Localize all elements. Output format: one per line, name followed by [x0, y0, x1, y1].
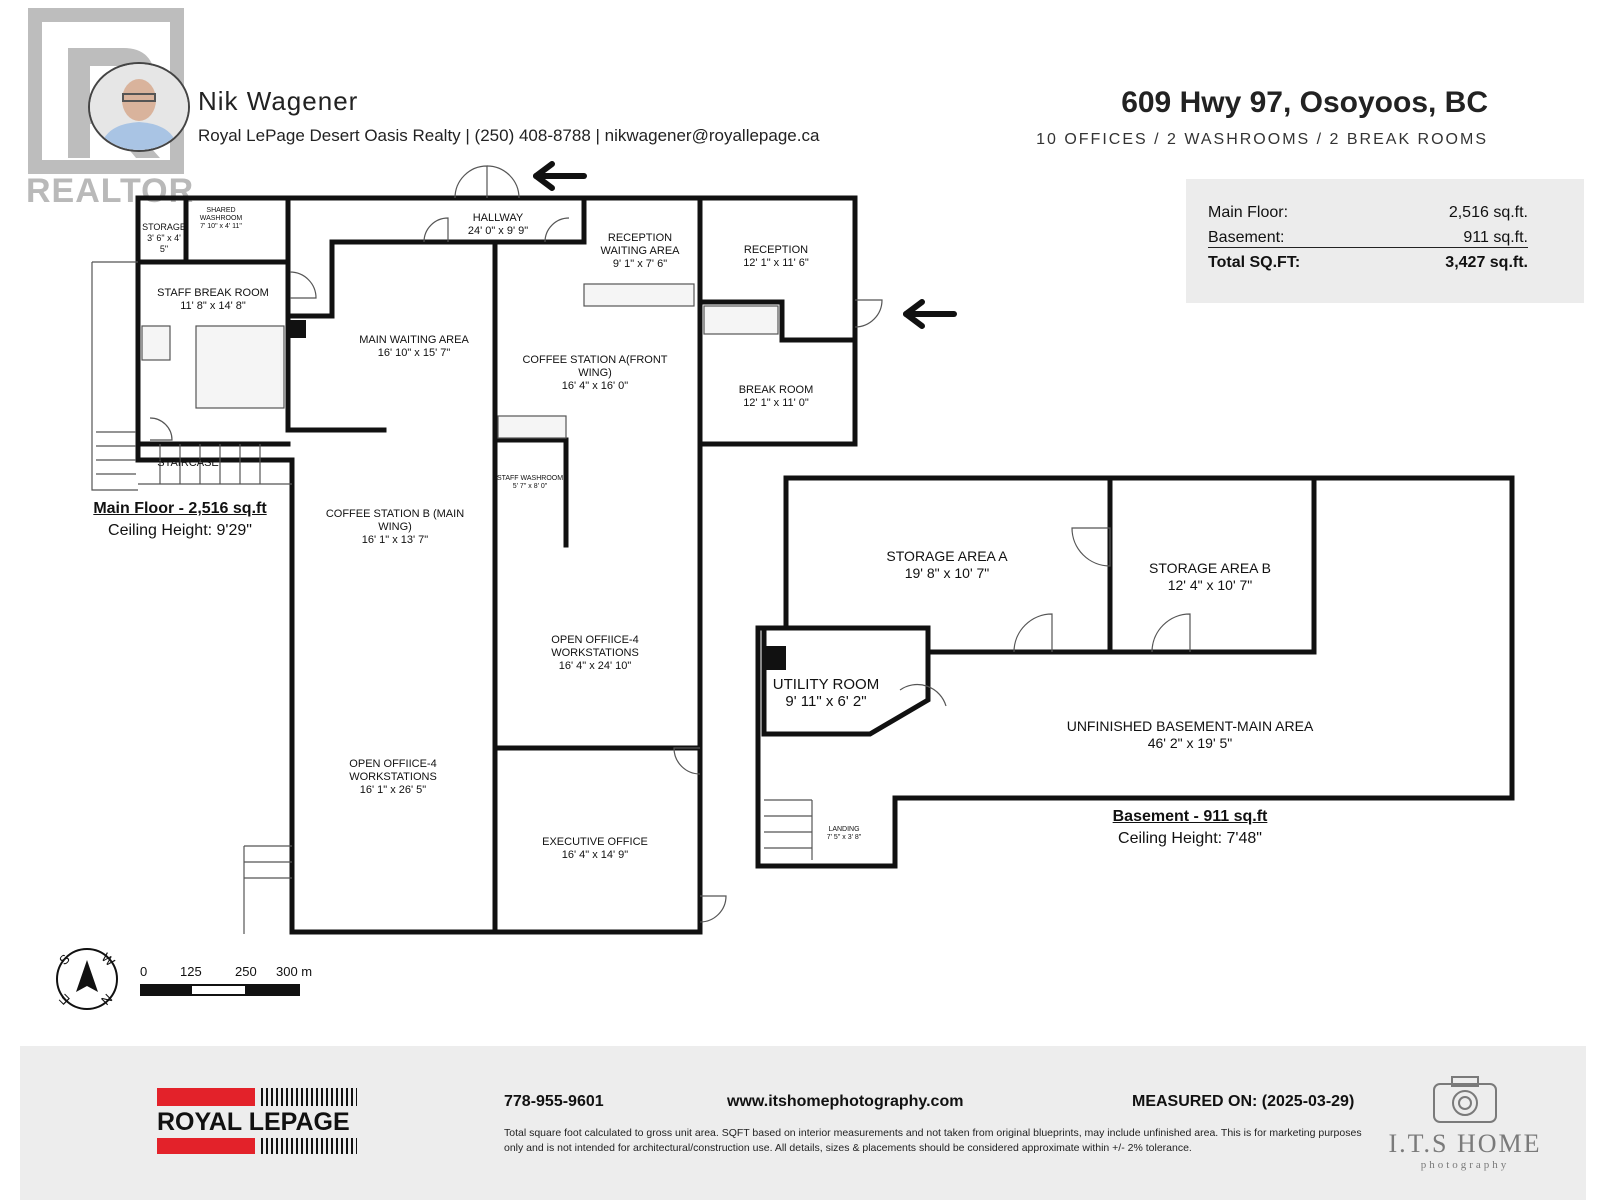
main-floor-caption [70, 500, 290, 540]
room-storage: STORAGE 3' 6" x 4' 5" [142, 222, 186, 254]
scale-tick: 0 [140, 964, 148, 979]
room-hallway: HALLWAY 24' 0" x 9' 9" [467, 212, 529, 237]
room-landing: LANDING 7' 5" x 3' 8" [826, 826, 862, 841]
compass-letter: N [98, 990, 116, 1009]
room-utility: UTILITY ROOM 9' 11" x 6' 2" [772, 676, 880, 710]
room-storage-area-b: STORAGE AREA B 12' 4" x 10' 7" [1149, 560, 1271, 593]
compass-letter: E [55, 991, 73, 1008]
room-open-office-main: OPEN OFFIICE-4 WORKSTATIONS 16' 1" x 26' 5" [349, 758, 437, 796]
agent-contact-line: Royal LePage Desert Oasis Realty | (250) 408-8788 | nikwagener@royallepage.ca [198, 126, 820, 145]
room-coffee-station-b: COFFEE STATION B (MAIN WING) 16' 1" x 13' 7" [325, 508, 465, 546]
agent-name: Nik Wagener [198, 86, 359, 116]
sqft-label: Main Floor: [1208, 204, 1289, 221]
basement-title: Basement - 911 sq.ft [1112, 808, 1268, 825]
room-staff-washroom: STAFF WASHROOM 5' 7" x 8' 0" [496, 475, 564, 490]
room-reception: RECEPTION 12' 1" x 11' 6" [743, 244, 809, 269]
basement-caption [1070, 808, 1310, 848]
footer-website: www.itshomephotography.com [727, 1093, 964, 1110]
scale-tick: 250 [235, 964, 257, 979]
room-open-office-front: OPEN OFFIICE-4 WORKSTATIONS 16' 4" x 24' 10" [551, 634, 639, 672]
photographer-sub: photography [1420, 1159, 1510, 1171]
property-subtitle: 10 OFFICES / 2 WASHROOMS / 2 BREAK ROOMS [1036, 131, 1488, 148]
scale-bar [140, 964, 340, 1004]
basement-ceiling: Ceiling Height: 7'48" [1118, 830, 1262, 847]
realtor-wordmark: REALTOR [26, 172, 195, 210]
room-main-waiting: MAIN WAITING AREA 16' 10" x 15' 7" [359, 334, 469, 359]
sqft-label: Total SQ.FT: [1208, 254, 1301, 271]
compass-icon [54, 946, 120, 1012]
its-home-logo [1380, 1074, 1550, 1184]
room-storage-area-a: STORAGE AREA A 19' 8" x 10' 7" [886, 548, 1008, 581]
footer-disclaimer: Total square foot calculated to gross unit area. SQFT based on interior measurements and not taken from original blueprints, may include unfinished area. This is for marketing purposes only and is not intended for architectural/construction use. All details, sizes & placements should be considered approximate within +/- 2% tolerance. [504, 1127, 1362, 1154]
main-floor-ceiling: Ceiling Height: 9'29" [108, 522, 252, 539]
room-staircase: STAIRCASE [157, 457, 219, 469]
room-staff-break: STAFF BREAK ROOM 11' 8" x 14' 8" [157, 287, 269, 312]
camera-icon [1430, 1074, 1500, 1124]
sqft-label: Basement: [1208, 229, 1285, 246]
room-unfinished-basement: UNFINISHED BASEMENT-MAIN AREA 46' 2" x 19' 5" [1066, 718, 1314, 751]
main-floor-title: Main Floor - 2,516 sq.ft [93, 500, 267, 517]
room-reception-waiting: RECEPTION WAITING AREA 9' 1" x 7' 6" [600, 232, 680, 270]
compass-letter: W [98, 949, 118, 970]
scale-tick: 300 m [276, 964, 313, 979]
compass-letter: S [55, 951, 73, 968]
footer-phone: 778-955-9601 [504, 1093, 604, 1110]
room-coffee-station-a: COFFEE STATION A(FRONT WING) 16' 4" x 16' 0" [522, 354, 668, 392]
royal-lepage-wordmark: ROYAL LEPAGE [157, 1108, 350, 1136]
scale-tick: 125 [180, 964, 202, 979]
sqft-value: 3,427 sq.ft. [1445, 254, 1528, 271]
footer-measured-date: MEASURED ON: (2025-03-29) [1132, 1093, 1355, 1110]
room-shared-washroom: SHARED WASHROOM 7' 10" x 4' 11" [199, 207, 243, 230]
sqft-value: 911 sq.ft. [1463, 229, 1528, 246]
room-break-room: BREAK ROOM 12' 1" x 11' 0" [738, 384, 814, 409]
scale-bar-graphic [140, 984, 300, 996]
sqft-value: 2,516 sq.ft. [1448, 204, 1528, 221]
property-title: 609 Hwy 97, Osoyoos, BC [1121, 86, 1488, 119]
room-executive-office: EXECUTIVE OFFICE 16' 4" x 14' 9" [542, 836, 648, 861]
royal-lepage-logo [157, 1088, 357, 1156]
photographer-name: I.T.S HOME [1388, 1129, 1542, 1158]
